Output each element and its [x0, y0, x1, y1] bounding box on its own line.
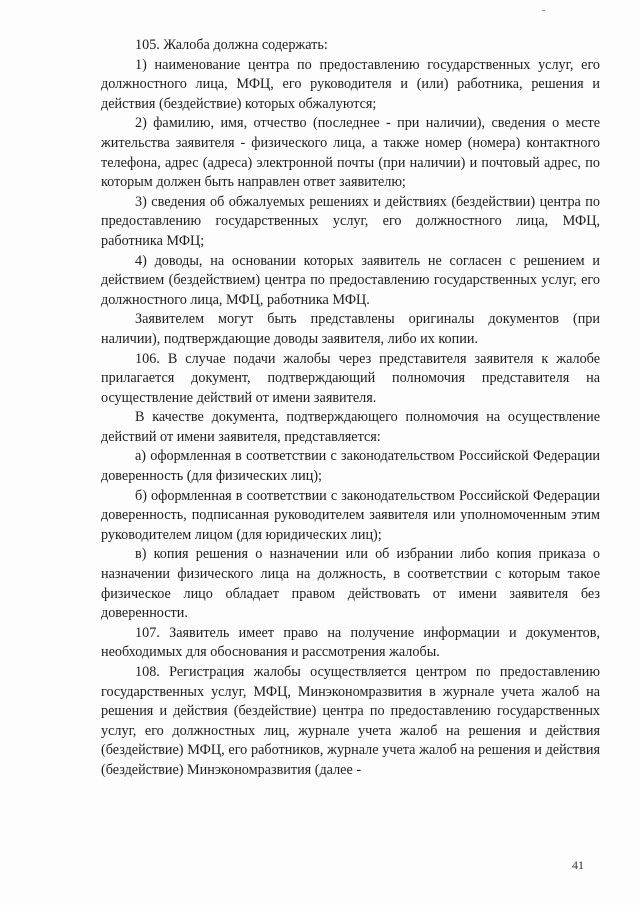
paragraph-106-item-a: а) оформленная в соответствии с законодательством Российской Федерации доверенность (для физических лиц); [101, 448, 600, 485]
paragraph-105-heading: 105. Жалоба должна содержать: [135, 37, 328, 53]
paragraph-108: 108. Регистрация жалобы осуществляется центром по предоставлению государственных услуг, МФЦ, Минэкономразвития в журнале учета жалоб на решения и действия (бездействие) центра по предоставлению государственных услуг, его должностных лиц, журнале учета жалоб на решения и действия (бездействие) МФЦ, его работников, журнале учета жалоб на решения и действия (бездействие) Минэкономразвития (далее - [101, 664, 600, 778]
scan-speck [542, 10, 545, 11]
paragraph-105-item-2: 2) фамилию, имя, отчество (последнее - при наличии), сведения о месте жительства заявителя - физического лица, а также номер (номера) контактного телефона, адрес (адреса) электронной почты (при наличии) и почтовый адрес, по которым должен быть направлен ответ заявителю; [101, 115, 600, 191]
paragraph-105-item-4: 4) доводы, на основании которых заявитель не согласен с решением и действием (бездействием) центра по предоставлению государственных услуг, его должностного лица, МФЦ, работника МФЦ. [101, 252, 600, 308]
paragraph-105-item-1: 1) наименование центра по предоставлению государственных услуг, его должностного лица, МФЦ, его руководителя и (или) работника, решения и действия (бездействие) которых обжалуются; [101, 56, 600, 112]
page-number: 41 [572, 858, 584, 872]
paragraph-106-item-b: б) оформленная в соответствии с законодательством Российской Федерации доверенность, подписанная руководителем заявителя или уполномоченным этим руководителем лицом (для юридических лиц); [101, 487, 600, 543]
paragraph-106-item-v: в) копия решения о назначении или об избрании либо копия приказа о назначении физического лица на должность, в соответствии с которым такое физическое лицо обладает правом действовать от имени заявителя без доверенности. [101, 546, 600, 622]
paragraph-105-originals: Заявителем могут быть представлены оригиналы документов (при наличии), подтверждающие доводы заявителя, либо их копии. [101, 311, 600, 347]
body-text [101, 36, 600, 781]
paragraph-105-item-3: 3) сведения об обжалуемых решениях и действиях (бездействии) центра по предоставлению государственных услуг, его должностного лица, МФЦ, работника МФЦ; [101, 193, 600, 249]
paragraph-106: 106. В случае подачи жалобы через представителя заявителя к жалобе прилагается документ, подтверждающий полномочия представителя на осуществление действий от имени заявителя. [101, 350, 600, 406]
paragraph-106-intro: В качестве документа, подтверждающего полномочия на осуществление действий от имени заявителя, представляется: [101, 409, 600, 445]
paragraph-107: 107. Заявитель имеет право на получение информации и документов, необходимых для обоснования и рассмотрения жалобы. [101, 624, 600, 661]
